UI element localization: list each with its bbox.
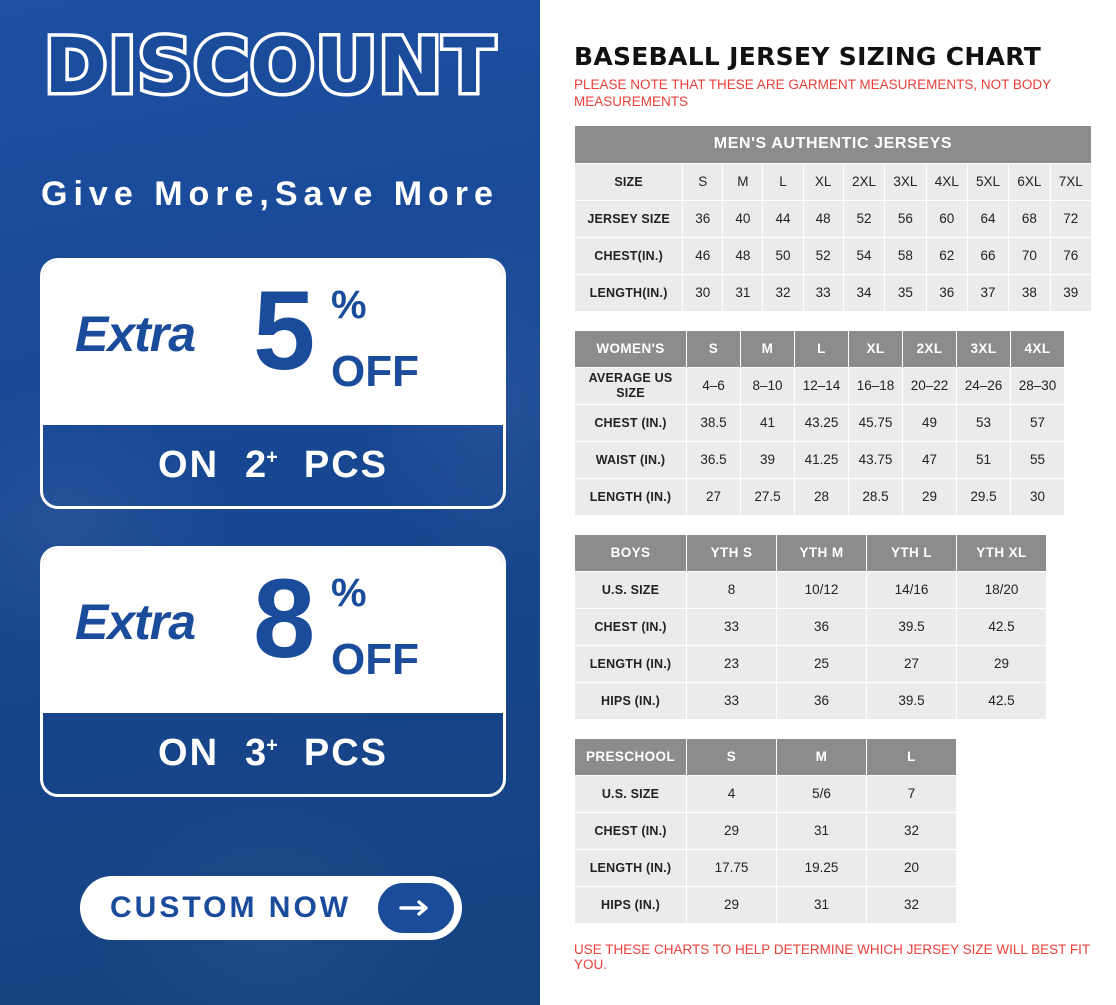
cell: 31 bbox=[723, 274, 763, 311]
cell: 17.75 bbox=[687, 849, 777, 886]
cell: 32 bbox=[867, 886, 957, 923]
cell: 12–14 bbox=[795, 367, 849, 404]
table-row bbox=[575, 682, 1047, 719]
row-label: LENGTH (IN.) bbox=[575, 849, 687, 886]
cell: 62 bbox=[926, 237, 967, 274]
row-label: CHEST (IN.) bbox=[575, 812, 687, 849]
cell: 41 bbox=[741, 404, 795, 441]
cell: 10/12 bbox=[777, 571, 867, 608]
cell: 24–26 bbox=[957, 367, 1011, 404]
cell: M bbox=[723, 163, 763, 200]
cell: 66 bbox=[967, 237, 1008, 274]
cell: 29.5 bbox=[957, 478, 1011, 515]
cell: 42.5 bbox=[957, 682, 1047, 719]
offer-card-8-percent[interactable] bbox=[40, 546, 506, 797]
column-header: YTH M bbox=[777, 534, 867, 571]
cell: 49 bbox=[903, 404, 957, 441]
womens-header-label: WOMEN'S bbox=[575, 330, 687, 367]
table-row bbox=[575, 534, 1047, 571]
row-label: JERSEY SIZE bbox=[575, 200, 683, 237]
cell: 32 bbox=[763, 274, 803, 311]
cell: 55 bbox=[1011, 441, 1065, 478]
cell: XL bbox=[803, 163, 843, 200]
cell: 30 bbox=[1011, 478, 1065, 515]
table-row bbox=[575, 237, 1092, 274]
promo-title: DISCOUNT bbox=[44, 21, 496, 110]
cell: 3XL bbox=[885, 163, 926, 200]
chart-footer-note: USE THESE CHARTS TO HELP DETERMINE WHICH JERSEY SIZE WILL BEST FIT YOU. bbox=[574, 941, 1090, 972]
cell: 28.5 bbox=[849, 478, 903, 515]
table-row bbox=[575, 478, 1065, 515]
discount-promo-panel bbox=[0, 0, 540, 1005]
cell: 4XL bbox=[926, 163, 967, 200]
offer-off-label-1: OFF bbox=[331, 347, 419, 396]
cell: 31 bbox=[777, 886, 867, 923]
cell: 53 bbox=[957, 404, 1011, 441]
cell: 36.5 bbox=[687, 441, 741, 478]
cell: 44 bbox=[763, 200, 803, 237]
table-row bbox=[575, 200, 1092, 237]
cell: 7XL bbox=[1050, 163, 1091, 200]
cell: 4 bbox=[687, 775, 777, 812]
table-row bbox=[575, 125, 1092, 163]
cell: 34 bbox=[843, 274, 884, 311]
cell: 39 bbox=[741, 441, 795, 478]
cell: 4–6 bbox=[687, 367, 741, 404]
cell: 5XL bbox=[967, 163, 1008, 200]
cell: 27 bbox=[687, 478, 741, 515]
chart-note: PLEASE NOTE THAT THESE ARE GARMENT MEASUREMENTS, NOT BODY MEASUREMENTS bbox=[574, 77, 1051, 109]
row-label: U.S. SIZE bbox=[575, 775, 687, 812]
preschool-header-label: PRESCHOOL bbox=[575, 738, 687, 775]
cell: 16–18 bbox=[849, 367, 903, 404]
arrow-right-icon bbox=[378, 883, 454, 933]
row-label: SIZE bbox=[575, 163, 683, 200]
cell: 19.25 bbox=[777, 849, 867, 886]
offer-qty-2 bbox=[245, 732, 278, 775]
cell: 8–10 bbox=[741, 367, 795, 404]
custom-now-label: CUSTOM NOW bbox=[110, 891, 352, 924]
cell: 2XL bbox=[843, 163, 884, 200]
offer-percent-1: % bbox=[331, 283, 367, 327]
cell: 43.25 bbox=[795, 404, 849, 441]
cell: 54 bbox=[843, 237, 884, 274]
row-label: U.S. SIZE bbox=[575, 571, 687, 608]
cell: 56 bbox=[885, 200, 926, 237]
table-row bbox=[575, 274, 1092, 311]
cell: 25 bbox=[777, 645, 867, 682]
table-row bbox=[575, 163, 1092, 200]
row-label: LENGTH (IN.) bbox=[575, 645, 687, 682]
column-header: S bbox=[687, 330, 741, 367]
table-row bbox=[575, 645, 1047, 682]
offer-extra-label-2: Extra bbox=[75, 594, 196, 650]
table-row bbox=[575, 330, 1065, 367]
cell: 14/16 bbox=[867, 571, 957, 608]
cell: 50 bbox=[763, 237, 803, 274]
cell: 6XL bbox=[1009, 163, 1050, 200]
table-row bbox=[575, 849, 957, 886]
table-row bbox=[575, 608, 1047, 645]
cell: 27 bbox=[867, 645, 957, 682]
cell: 20–22 bbox=[903, 367, 957, 404]
cell: 31 bbox=[777, 812, 867, 849]
offer-number-1: 5 bbox=[253, 268, 316, 393]
offer-bottom-2 bbox=[43, 713, 503, 794]
cell: 29 bbox=[687, 886, 777, 923]
row-label: CHEST (IN.) bbox=[575, 608, 687, 645]
mens-sizing-table bbox=[574, 125, 1092, 312]
cell: 37 bbox=[967, 274, 1008, 311]
table-row bbox=[575, 812, 957, 849]
row-label: AVERAGE US SIZE bbox=[575, 367, 687, 404]
column-header: YTH S bbox=[687, 534, 777, 571]
boys-sizing-table bbox=[574, 534, 1047, 720]
offer-number-2: 8 bbox=[253, 556, 316, 681]
cell: 41.25 bbox=[795, 441, 849, 478]
offer-qty-value-2: 3 bbox=[245, 732, 267, 774]
offer-off-label-2: OFF bbox=[331, 635, 419, 684]
cell: 7 bbox=[867, 775, 957, 812]
cell: S bbox=[683, 163, 723, 200]
cell: 23 bbox=[687, 645, 777, 682]
preschool-sizing-table bbox=[574, 738, 957, 924]
cell: 29 bbox=[903, 478, 957, 515]
cell: 43.75 bbox=[849, 441, 903, 478]
cell: 48 bbox=[723, 237, 763, 274]
cell: 45.75 bbox=[849, 404, 903, 441]
boys-header-label: BOYS bbox=[575, 534, 687, 571]
cell: 36 bbox=[777, 608, 867, 645]
table-row bbox=[575, 367, 1065, 404]
offer-qty-value-1: 2 bbox=[245, 444, 267, 486]
cell: 39.5 bbox=[867, 682, 957, 719]
offer-on-label-2: ON bbox=[158, 732, 220, 774]
cell: 39 bbox=[1050, 274, 1091, 311]
offer-percent-2: % bbox=[331, 571, 367, 615]
cell: 64 bbox=[967, 200, 1008, 237]
table-row bbox=[575, 738, 957, 775]
cell: 48 bbox=[803, 200, 843, 237]
cell: 38 bbox=[1009, 274, 1050, 311]
offer-on-label-1: ON bbox=[158, 444, 220, 486]
cell: 57 bbox=[1011, 404, 1065, 441]
cell: 32 bbox=[867, 812, 957, 849]
cell: 33 bbox=[803, 274, 843, 311]
row-label: CHEST (IN.) bbox=[575, 404, 687, 441]
cell: 47 bbox=[903, 441, 957, 478]
cell: 70 bbox=[1009, 237, 1050, 274]
sizing-charts-panel bbox=[540, 0, 1116, 1005]
offer-pcs-label-2: PCS bbox=[303, 732, 388, 774]
cell: 72 bbox=[1050, 200, 1091, 237]
cell: 28–30 bbox=[1011, 367, 1065, 404]
offer-qty-1 bbox=[245, 444, 278, 487]
cell: 52 bbox=[803, 237, 843, 274]
cell: 40 bbox=[723, 200, 763, 237]
column-header: YTH L bbox=[867, 534, 957, 571]
cell: 58 bbox=[885, 237, 926, 274]
cell: 36 bbox=[683, 200, 723, 237]
cell: 46 bbox=[683, 237, 723, 274]
cell: L bbox=[763, 163, 803, 200]
table-row bbox=[575, 571, 1047, 608]
row-label: WAIST (IN.) bbox=[575, 441, 687, 478]
table-row bbox=[575, 886, 957, 923]
cell: 36 bbox=[777, 682, 867, 719]
offer-top-1 bbox=[43, 261, 503, 425]
mens-banner: MEN'S AUTHENTIC JERSEYS bbox=[575, 125, 1092, 163]
column-header: 3XL bbox=[957, 330, 1011, 367]
cell: 27.5 bbox=[741, 478, 795, 515]
table-row bbox=[575, 775, 957, 812]
row-label: HIPS (IN.) bbox=[575, 682, 687, 719]
cell: 29 bbox=[957, 645, 1047, 682]
cell: 33 bbox=[687, 682, 777, 719]
row-label: LENGTH(IN.) bbox=[575, 274, 683, 311]
column-header: M bbox=[741, 330, 795, 367]
offer-card-5-percent[interactable] bbox=[40, 258, 506, 509]
cell: 36 bbox=[926, 274, 967, 311]
cell: 38.5 bbox=[687, 404, 741, 441]
offer-top-2 bbox=[43, 549, 503, 713]
cell: 68 bbox=[1009, 200, 1050, 237]
cell: 35 bbox=[885, 274, 926, 311]
row-label: LENGTH (IN.) bbox=[575, 478, 687, 515]
offer-qty-plus-1: + bbox=[266, 446, 278, 469]
custom-now-button[interactable] bbox=[80, 876, 462, 940]
womens-sizing-table bbox=[574, 330, 1065, 516]
column-header: S bbox=[687, 738, 777, 775]
column-header: 4XL bbox=[1011, 330, 1065, 367]
cell: 28 bbox=[795, 478, 849, 515]
cell: 18/20 bbox=[957, 571, 1047, 608]
cell: 5/6 bbox=[777, 775, 867, 812]
column-header: 2XL bbox=[903, 330, 957, 367]
cell: 39.5 bbox=[867, 608, 957, 645]
offer-pcs-label-1: PCS bbox=[303, 444, 388, 486]
cell: 8 bbox=[687, 571, 777, 608]
column-header: L bbox=[867, 738, 957, 775]
cell: 60 bbox=[926, 200, 967, 237]
column-header: YTH XL bbox=[957, 534, 1047, 571]
cell: 76 bbox=[1050, 237, 1091, 274]
row-label: CHEST(IN.) bbox=[575, 237, 683, 274]
cell: 20 bbox=[867, 849, 957, 886]
cell: 52 bbox=[843, 200, 884, 237]
table-row bbox=[575, 404, 1065, 441]
chart-title: BASEBALL JERSEY SIZING CHART bbox=[574, 42, 1042, 71]
cell: 30 bbox=[683, 274, 723, 311]
row-label: HIPS (IN.) bbox=[575, 886, 687, 923]
promo-subtitle: Give More,Save More bbox=[41, 175, 499, 213]
cell: 33 bbox=[687, 608, 777, 645]
offer-bottom-1 bbox=[43, 425, 503, 506]
offer-qty-plus-2: + bbox=[266, 734, 278, 757]
offer-extra-label-1: Extra bbox=[75, 306, 196, 362]
column-header: XL bbox=[849, 330, 903, 367]
cell: 51 bbox=[957, 441, 1011, 478]
table-row bbox=[575, 441, 1065, 478]
cell: 29 bbox=[687, 812, 777, 849]
column-header: M bbox=[777, 738, 867, 775]
cell: 42.5 bbox=[957, 608, 1047, 645]
column-header: L bbox=[795, 330, 849, 367]
promo-content bbox=[0, 0, 540, 1005]
